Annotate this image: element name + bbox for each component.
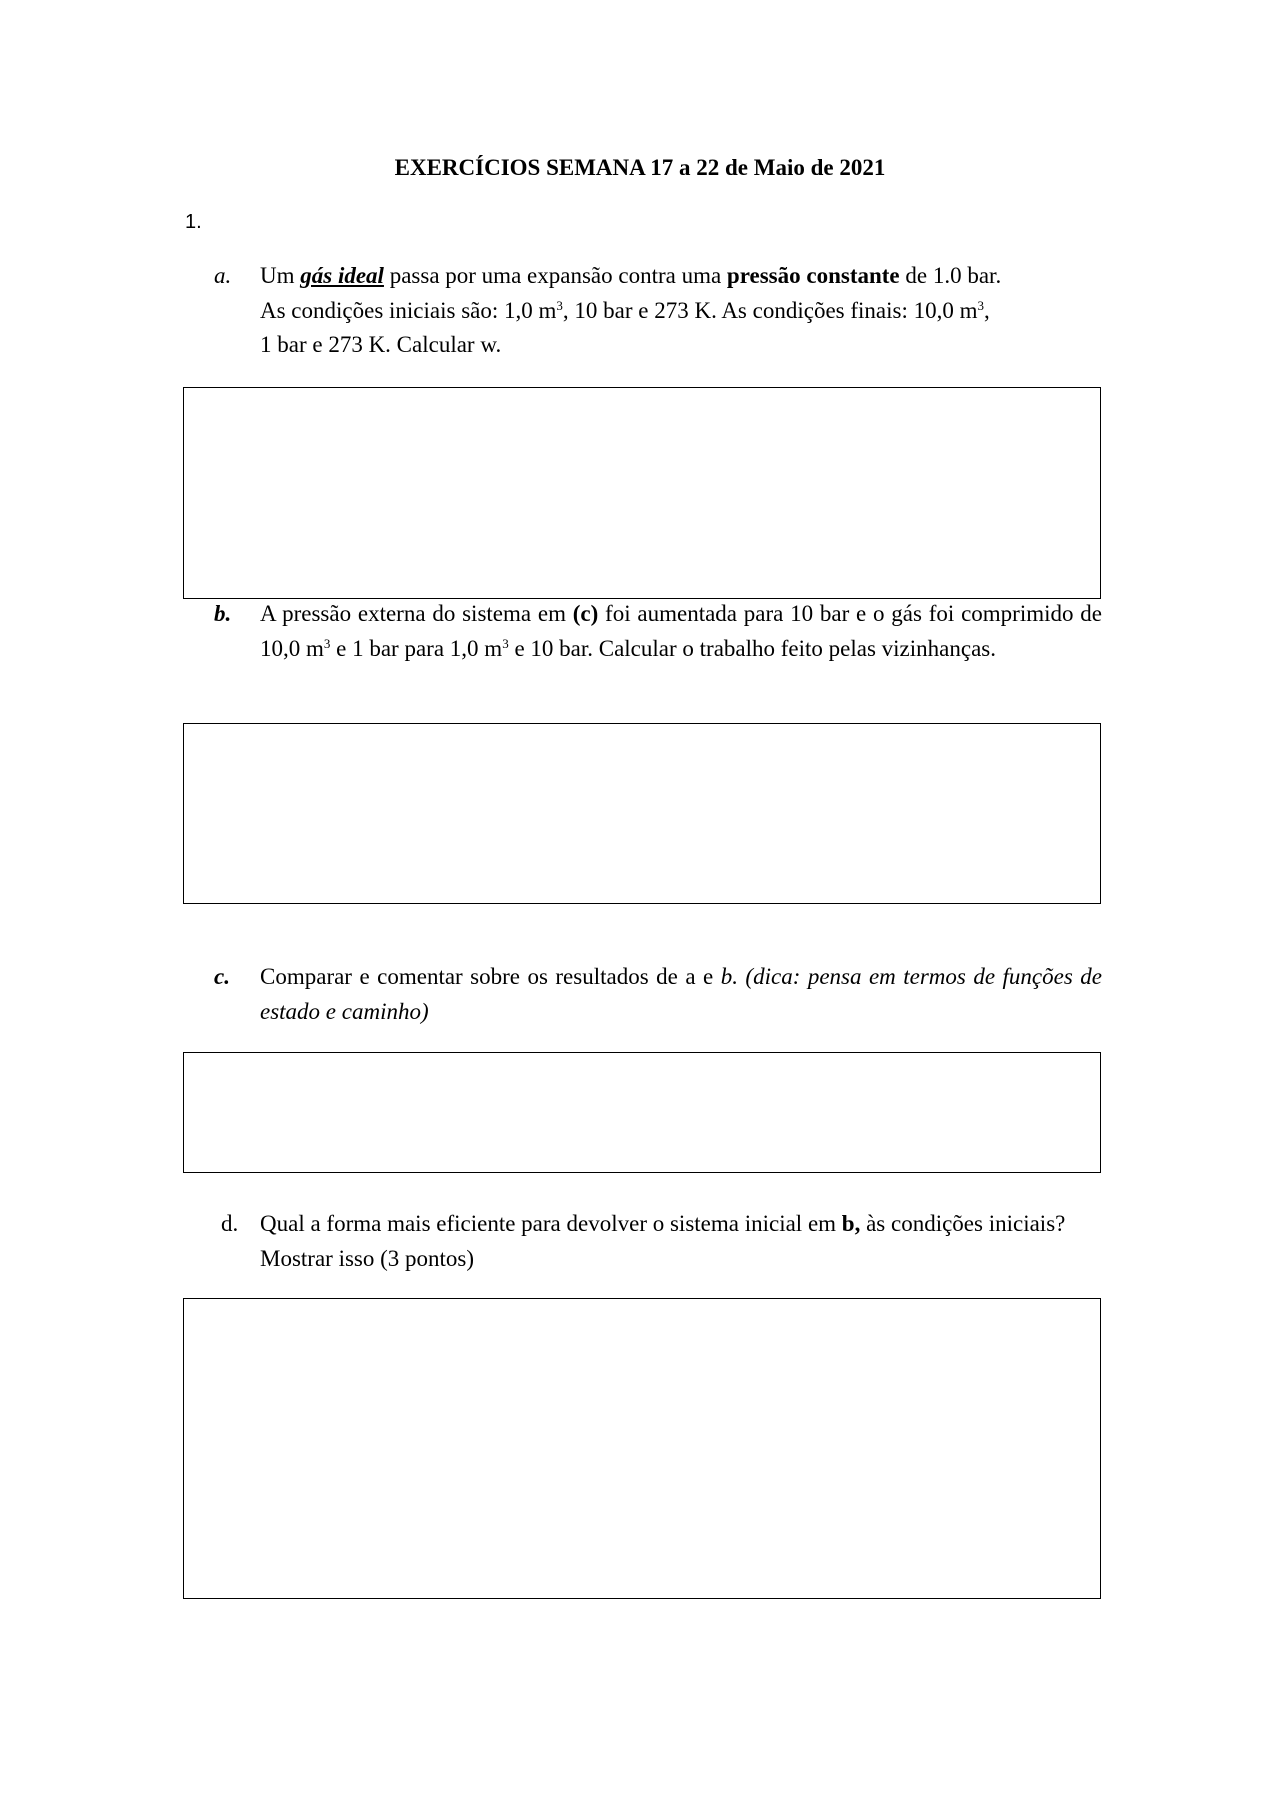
item-a-line-2 bbox=[260, 294, 1102, 329]
item-c-label: c. bbox=[214, 964, 230, 989]
answer-box-b[interactable] bbox=[183, 723, 1101, 904]
item-a-text-6: As condições iniciais são: 1,0 m bbox=[260, 297, 557, 323]
item-d-text-3: às condições iniciais? Mostrar isso (3 pontos) bbox=[260, 1211, 1066, 1271]
item-a-superscript-2: 3 bbox=[977, 297, 984, 313]
item-b-text-1: A pressão externa do sistema em bbox=[260, 601, 573, 626]
page-title: EXERCÍCIOS SEMANA 17 a 22 de Maio de 2021 bbox=[394, 155, 886, 180]
item-d-text bbox=[260, 1207, 1102, 1276]
item-d-label: d. bbox=[221, 1211, 239, 1236]
item-a-text-1: Um bbox=[260, 263, 301, 288]
item-b-superscript-2: 3 bbox=[502, 635, 509, 651]
question-number: 1. bbox=[185, 211, 202, 233]
item-a-line-1 bbox=[260, 259, 1102, 294]
item-a-text-3: passa por uma expansão contra uma bbox=[383, 263, 727, 288]
item-c-hint: b. (dica: pensa em termos de funções de estado e caminho) bbox=[260, 964, 1102, 1024]
answer-box-d[interactable] bbox=[183, 1298, 1101, 1599]
item-b-text-3: foi aumentada para 10 bar e o gás foi comprimido de 10,0 m bbox=[260, 601, 1102, 661]
item-d-emphasis-b: b, bbox=[841, 1211, 861, 1236]
item-a-text-11: 1 bar e 273 K. Calcular w. bbox=[260, 332, 502, 357]
item-a-text-5: de 1.0 bar. bbox=[899, 263, 1002, 288]
item-a-line-3 bbox=[260, 328, 1102, 363]
answer-box-a[interactable] bbox=[183, 387, 1101, 599]
item-a-emphasis-ideal-gas: gás ideal bbox=[300, 263, 384, 288]
item-a-superscript-1: 3 bbox=[556, 297, 563, 313]
item-b-text-7: e 10 bar. Calcular o trabalho feito pelas vizinhanças. bbox=[508, 635, 996, 661]
item-a-text bbox=[260, 259, 1102, 363]
item-b-emphasis-c: (c) bbox=[572, 601, 599, 626]
item-d-text-1: Qual a forma mais eficiente para devolver o sistema inicial em bbox=[260, 1211, 842, 1236]
item-a-text-8: , 10 bar e 273 K. As condições finais: 10,0 m bbox=[562, 297, 978, 323]
item-b-superscript-1: 3 bbox=[323, 635, 331, 651]
item-c-text bbox=[260, 960, 1102, 1029]
item-c-text-1: Comparar e comentar sobre os resultados de a e bbox=[260, 964, 721, 989]
item-b-text bbox=[260, 597, 1102, 666]
item-b-label: b. bbox=[214, 601, 232, 626]
item-b-text-5: e 1 bar para 1,0 m bbox=[330, 635, 503, 661]
item-a-text-10: , bbox=[983, 297, 990, 323]
item-a-label: a. bbox=[214, 263, 232, 288]
item-a-emphasis-constant-pressure: pressão constante bbox=[726, 263, 900, 288]
answer-box-c[interactable] bbox=[183, 1052, 1101, 1173]
